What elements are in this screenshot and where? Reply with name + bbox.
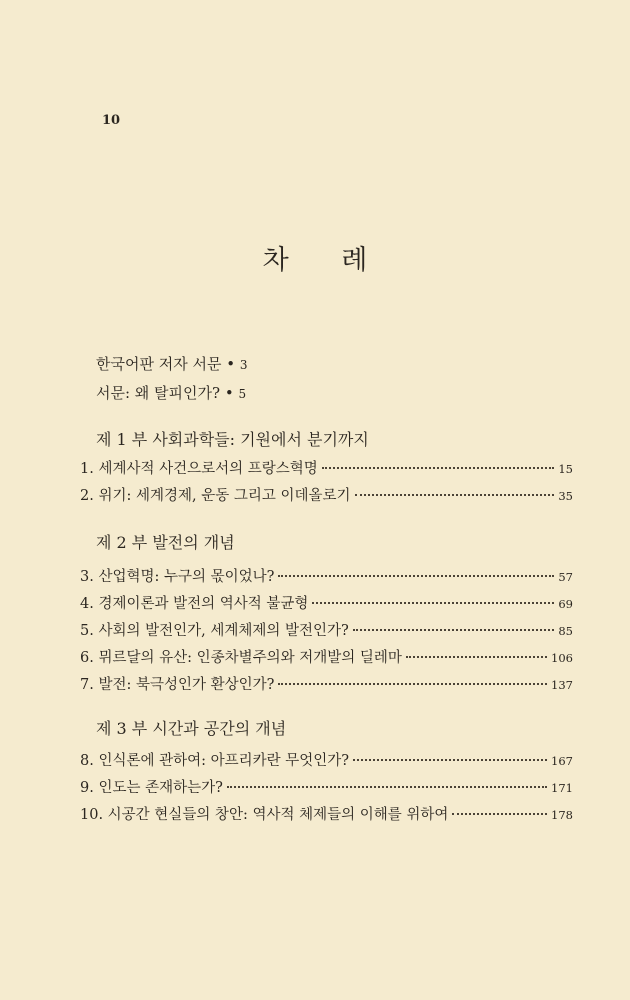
front-matter <box>96 350 247 408</box>
toc-entry-page: 85 <box>558 624 573 638</box>
toc-entry <box>80 646 573 668</box>
front-matter-page: 5 <box>238 387 247 401</box>
toc-entry-page: 106 <box>551 651 573 665</box>
toc-entry-title: 2. 위기: 세계경제, 운동 그리고 이데올로기 <box>80 488 351 504</box>
toc-entry-page: 167 <box>551 754 573 768</box>
toc-entry-title: 9. 인도는 존재하는가? <box>80 780 223 796</box>
toc-entry-title: 3. 산업혁명: 누구의 몫이었나? <box>80 569 275 585</box>
toc-entry-page: 69 <box>558 597 573 611</box>
part-heading-3: 제 3 부 시간과 공간의 개념 <box>96 719 287 738</box>
dot-leader <box>355 494 555 496</box>
toc-entry-title: 5. 사회의 발전인가, 세계체제의 발전인가? <box>80 623 349 639</box>
toc-entry-page: 15 <box>558 462 573 476</box>
dot-leader <box>312 602 554 604</box>
toc-entry <box>80 457 573 479</box>
toc-entry-title: 7. 발전: 북극성인가 환상인가? <box>80 677 275 693</box>
toc-entry <box>80 776 573 798</box>
toc-entry <box>80 619 573 641</box>
toc-entry <box>80 749 573 771</box>
front-matter-page: 3 <box>239 358 248 372</box>
toc-entry-title: 10. 시공간 현실들의 창안: 역사적 체제들의 이해를 위하여 <box>80 807 449 823</box>
toc-entry-title: 1. 세계사적 사건으로서의 프랑스혁명 <box>80 461 318 477</box>
dot-leader <box>353 759 547 761</box>
front-matter-item <box>96 350 247 379</box>
dot-leader <box>278 575 554 577</box>
toc-entry-page: 178 <box>551 808 573 822</box>
toc-entry-title: 6. 뮈르달의 유산: 인종차별주의와 저개발의 딜레마 <box>80 650 402 666</box>
dot-leader <box>452 813 547 815</box>
page-title: 차 례 <box>262 245 390 276</box>
dot-leader <box>278 683 547 685</box>
dot-leader <box>406 656 547 658</box>
toc-entry <box>80 803 573 825</box>
toc-entry-page: 57 <box>558 570 573 584</box>
toc-entry-title: 8. 인식론에 관하여: 아프리카란 무엇인가? <box>80 753 350 769</box>
dot-leader <box>322 467 555 469</box>
front-matter-item <box>96 379 247 408</box>
toc-entry-page: 137 <box>551 678 573 692</box>
front-matter-label: 한국어판 저자 서문 • <box>96 355 240 373</box>
part-heading-1: 제 1 부 사회과학들: 기원에서 분기까지 <box>96 430 369 449</box>
toc-entry <box>80 484 573 506</box>
page-number: 10 <box>102 113 121 128</box>
dot-leader <box>353 629 555 631</box>
toc-entry-page: 35 <box>558 489 573 503</box>
toc-entry <box>80 565 573 587</box>
toc-entry <box>80 592 573 614</box>
toc-entry-title: 4. 경제이론과 발전의 역사적 불균형 <box>80 596 309 612</box>
front-matter-label: 서문: 왜 탈피인가? • <box>96 384 239 402</box>
dot-leader <box>227 786 547 788</box>
toc-entry <box>80 673 573 695</box>
part-heading-2: 제 2 부 발전의 개념 <box>96 533 235 552</box>
toc-entry-page: 171 <box>551 781 573 795</box>
